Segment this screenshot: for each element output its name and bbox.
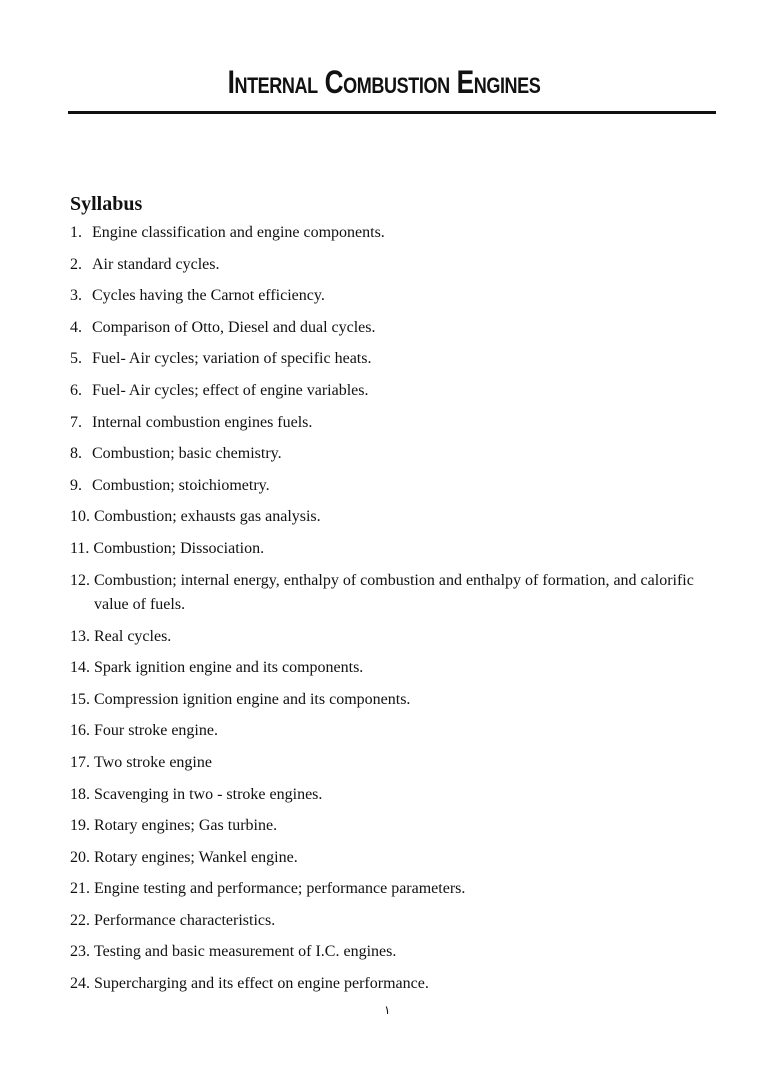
item-number: 7.	[70, 413, 82, 431]
item-text: Fuel- Air cycles; variation of specific heats.	[92, 350, 372, 368]
item-text: Fuel- Air cycles; effect of engine variables.	[92, 381, 369, 399]
syllabus-item	[70, 688, 720, 712]
item-number: 15.	[70, 690, 90, 708]
syllabus-item	[70, 347, 720, 371]
syllabus-item	[70, 537, 720, 561]
item-text: Combustion; Dissociation.	[93, 539, 265, 557]
syllabus-item	[70, 411, 720, 435]
item-text: Compression ignition engine and its components.	[94, 690, 411, 708]
item-text: Engine testing and performance; performance parameters.	[94, 880, 466, 898]
item-number: 18.	[70, 785, 90, 803]
item-number: 3.	[70, 287, 82, 305]
syllabus-item	[70, 316, 720, 340]
item-number: 22.	[70, 911, 90, 929]
syllabus-item	[70, 253, 720, 277]
item-number: 21.	[70, 880, 90, 898]
item-number: 19.	[70, 817, 90, 835]
item-text: Scavenging in two - stroke engines.	[94, 785, 323, 803]
item-number: 16.	[70, 722, 90, 740]
item-text: Spark ignition engine and its components.	[94, 659, 364, 677]
item-text: Air standard cycles.	[92, 255, 220, 273]
item-text: Testing and basic measurement of I.C. engines.	[94, 943, 397, 961]
syllabus-item	[70, 909, 720, 933]
syllabus-item	[70, 284, 720, 308]
syllabus-item	[70, 877, 720, 901]
syllabus-item	[70, 783, 720, 807]
item-text: Rotary engines; Wankel engine.	[94, 848, 298, 866]
syllabus-item	[70, 814, 720, 838]
item-number: 23.	[70, 943, 90, 961]
item-number: 8.	[70, 445, 82, 463]
item-number: 14.	[70, 659, 90, 677]
item-number: 4.	[70, 318, 82, 336]
syllabus-item	[70, 625, 720, 649]
syllabus-item	[70, 505, 720, 529]
item-number: 12.	[70, 571, 90, 589]
syllabus-item	[70, 474, 720, 498]
item-number: 6.	[70, 381, 82, 399]
syllabus-item	[70, 569, 720, 617]
item-number: 20.	[70, 848, 90, 866]
syllabus-heading: Syllabus	[70, 193, 143, 215]
item-number: 13.	[70, 627, 90, 645]
syllabus-item	[70, 972, 720, 996]
item-text: Rotary engines; Gas turbine.	[94, 817, 278, 835]
item-text: Comparison of Otto, Diesel and dual cycles.	[92, 318, 376, 336]
item-text: Combustion; exhausts gas analysis.	[94, 508, 321, 526]
item-text: Performance characteristics.	[94, 911, 276, 929]
item-number: 1.	[70, 224, 82, 241]
item-number: 2.	[70, 255, 82, 273]
item-number: 17.	[70, 753, 90, 771]
syllabus-item	[70, 751, 720, 775]
item-text: Combustion; basic chemistry.	[92, 445, 282, 463]
item-text: Supercharging and its effect on engine performance.	[94, 975, 429, 993]
syllabus-item	[70, 656, 720, 680]
item-text: Real cycles.	[94, 627, 172, 645]
item-number: 24.	[70, 975, 90, 993]
item-text: Four stroke engine.	[94, 722, 218, 740]
item-text: Combustion; internal energy, enthalpy of combustion and enthalpy of formation, and calorific value of fuels.	[94, 571, 694, 613]
page-number: ١	[384, 1003, 391, 1017]
item-text: Cycles having the Carnot efficiency.	[92, 287, 325, 305]
syllabus-item	[70, 940, 720, 964]
item-number: 9.	[70, 476, 82, 494]
item-number: 10.	[70, 508, 90, 526]
syllabus-item	[70, 442, 720, 466]
item-text: Two stroke engine	[94, 753, 212, 771]
document-title: Internal Combustion Engines	[227, 64, 541, 100]
syllabus-item	[70, 846, 720, 870]
item-number: 5.	[70, 350, 82, 368]
item-text: Combustion; stoichiometry.	[92, 476, 270, 494]
item-text: Internal combustion engines fuels.	[92, 413, 313, 431]
syllabus-item	[70, 221, 720, 245]
syllabus-item	[70, 379, 720, 403]
syllabus-list	[70, 221, 720, 1004]
syllabus-item	[70, 719, 720, 743]
item-text: Engine classification and engine components.	[92, 224, 385, 241]
title-divider	[68, 111, 716, 114]
item-number: 11.	[70, 539, 90, 557]
